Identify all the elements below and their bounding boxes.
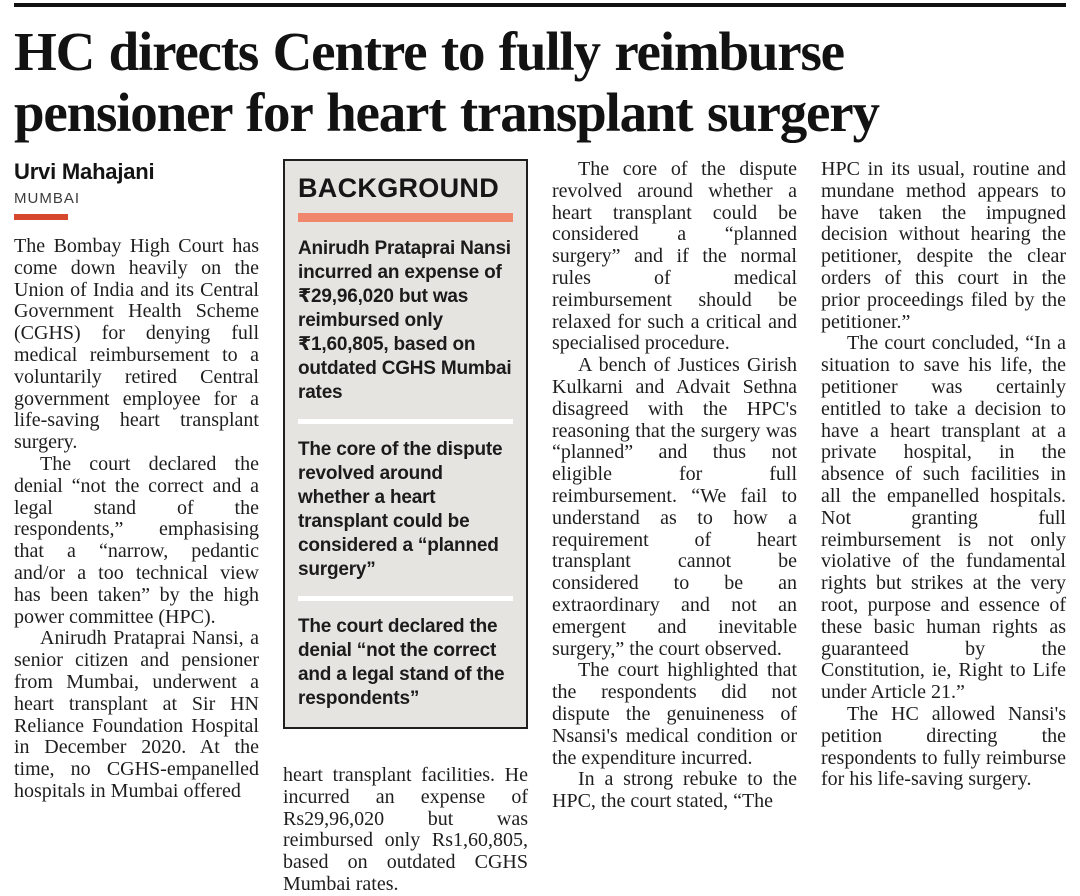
paragraph: HPC in its usual, routine and mundane method appears to have taken the impugned decision without hearing the petitioner, despite the clear orders of this court in the prior proceedings filed by the petitioner.” — [821, 158, 1066, 333]
box-divider — [298, 596, 513, 601]
box-divider — [298, 419, 513, 424]
paragraph: The core of the dispute revolved around whether a heart transplant could be considered a “planned surgery” and if the normal rules of medical reimbursement should be relaxed for such a critical and specialised procedure. — [552, 158, 797, 355]
article-columns — [14, 159, 1066, 896]
paragraph: In a strong rebuke to the HPC, the court stated, “The — [552, 768, 797, 813]
background-box-accent-rule — [298, 213, 513, 222]
headline-line-2: pensioner for heart transplant surgery — [14, 82, 879, 143]
column-2 — [283, 159, 528, 896]
paragraph: The court concluded, “In a situation to save his life, the petitioner was certainly entitled to take a decision to have a heart transplant at a private hospital, in the absence of such facilities in all the empanelled hospitals. Not granting full reimbursement is not only violative of the fundamental rights but strikes at the very root, purpose and essence of these basic human rights as guaranteed by the Constitution, ie, Right to Life under Article 21.” — [821, 332, 1066, 704]
background-box-item: The core of the dispute revolved around whether a heart transplant could be considered a “planned surgery” — [298, 439, 503, 580]
paragraph: Anirudh Prataprai Nansi, a senior citizen and pensioner from Mumbai, underwent a heart transplant at Sir HN Reliance Foundation Hospital in December 2020. At the time, no CGHS-empanelled hospitals in Mumbai offered — [14, 627, 259, 802]
background-box-item: Anirudh Prataprai Nansi incurred an expense of ₹29,96,020 but was reimbursed only ₹1,60,805, based on outdated CGHS Mumbai rates — [298, 238, 512, 403]
column-4 — [821, 159, 1066, 896]
paragraph: A bench of Justices Girish Kulkarni and Advait Sethna disagreed with the HPC's reasoning that the surgery was “planned” and thus not eligible for full reimbursement. “We fail to understand as to how a requirement of heart transplant cannot be considered to be an extraordinary and not an emergent and inevitable surgery,” the court observed. — [552, 354, 797, 660]
paragraph: The Bombay High Court has come down heavily on the Union of India and its Central Government Health Scheme (CGHS) for denying full medical reimbursement to a voluntarily retired Central government employee for a life-saving heart transplant surgery. — [14, 235, 259, 454]
column-3 — [552, 159, 797, 896]
headline-line-1: HC directs Centre to fully reimburse — [14, 21, 844, 82]
paragraph: The HC allowed Nansi's petition directing the respondents to fully reimburse for his life-saving surgery. — [821, 702, 1066, 791]
top-rule — [14, 3, 1066, 7]
newspaper-page — [0, 3, 1080, 895]
background-box — [283, 159, 528, 729]
paragraph: The court highlighted that the respondents did not dispute the genuineness of Nsansi's medical condition or the expenditure incurred. — [552, 659, 797, 769]
paragraph: heart transplant facilities. He incurred an expense of Rs29,96,020 but was reimbursed only Rs1,60,805, based on outdated CGHS Mumbai rates. — [283, 764, 528, 895]
byline-location: MUMBAI — [14, 190, 80, 207]
column-1 — [14, 159, 259, 896]
byline-accent-rule — [14, 214, 68, 220]
background-box-title: BACKGROUND — [298, 173, 499, 203]
background-box-item: The court declared the denial “not the correct and a legal stand of the respondents” — [298, 616, 505, 709]
article-headline — [14, 21, 1066, 143]
byline-author: Urvi Mahajani — [14, 159, 155, 184]
paragraph: The court declared the denial “not the correct and a legal stand of the respondents,” emphasising that a “narrow, pedantic and/or a too technical view has been taken” by the high power committee (HPC). — [14, 452, 259, 628]
